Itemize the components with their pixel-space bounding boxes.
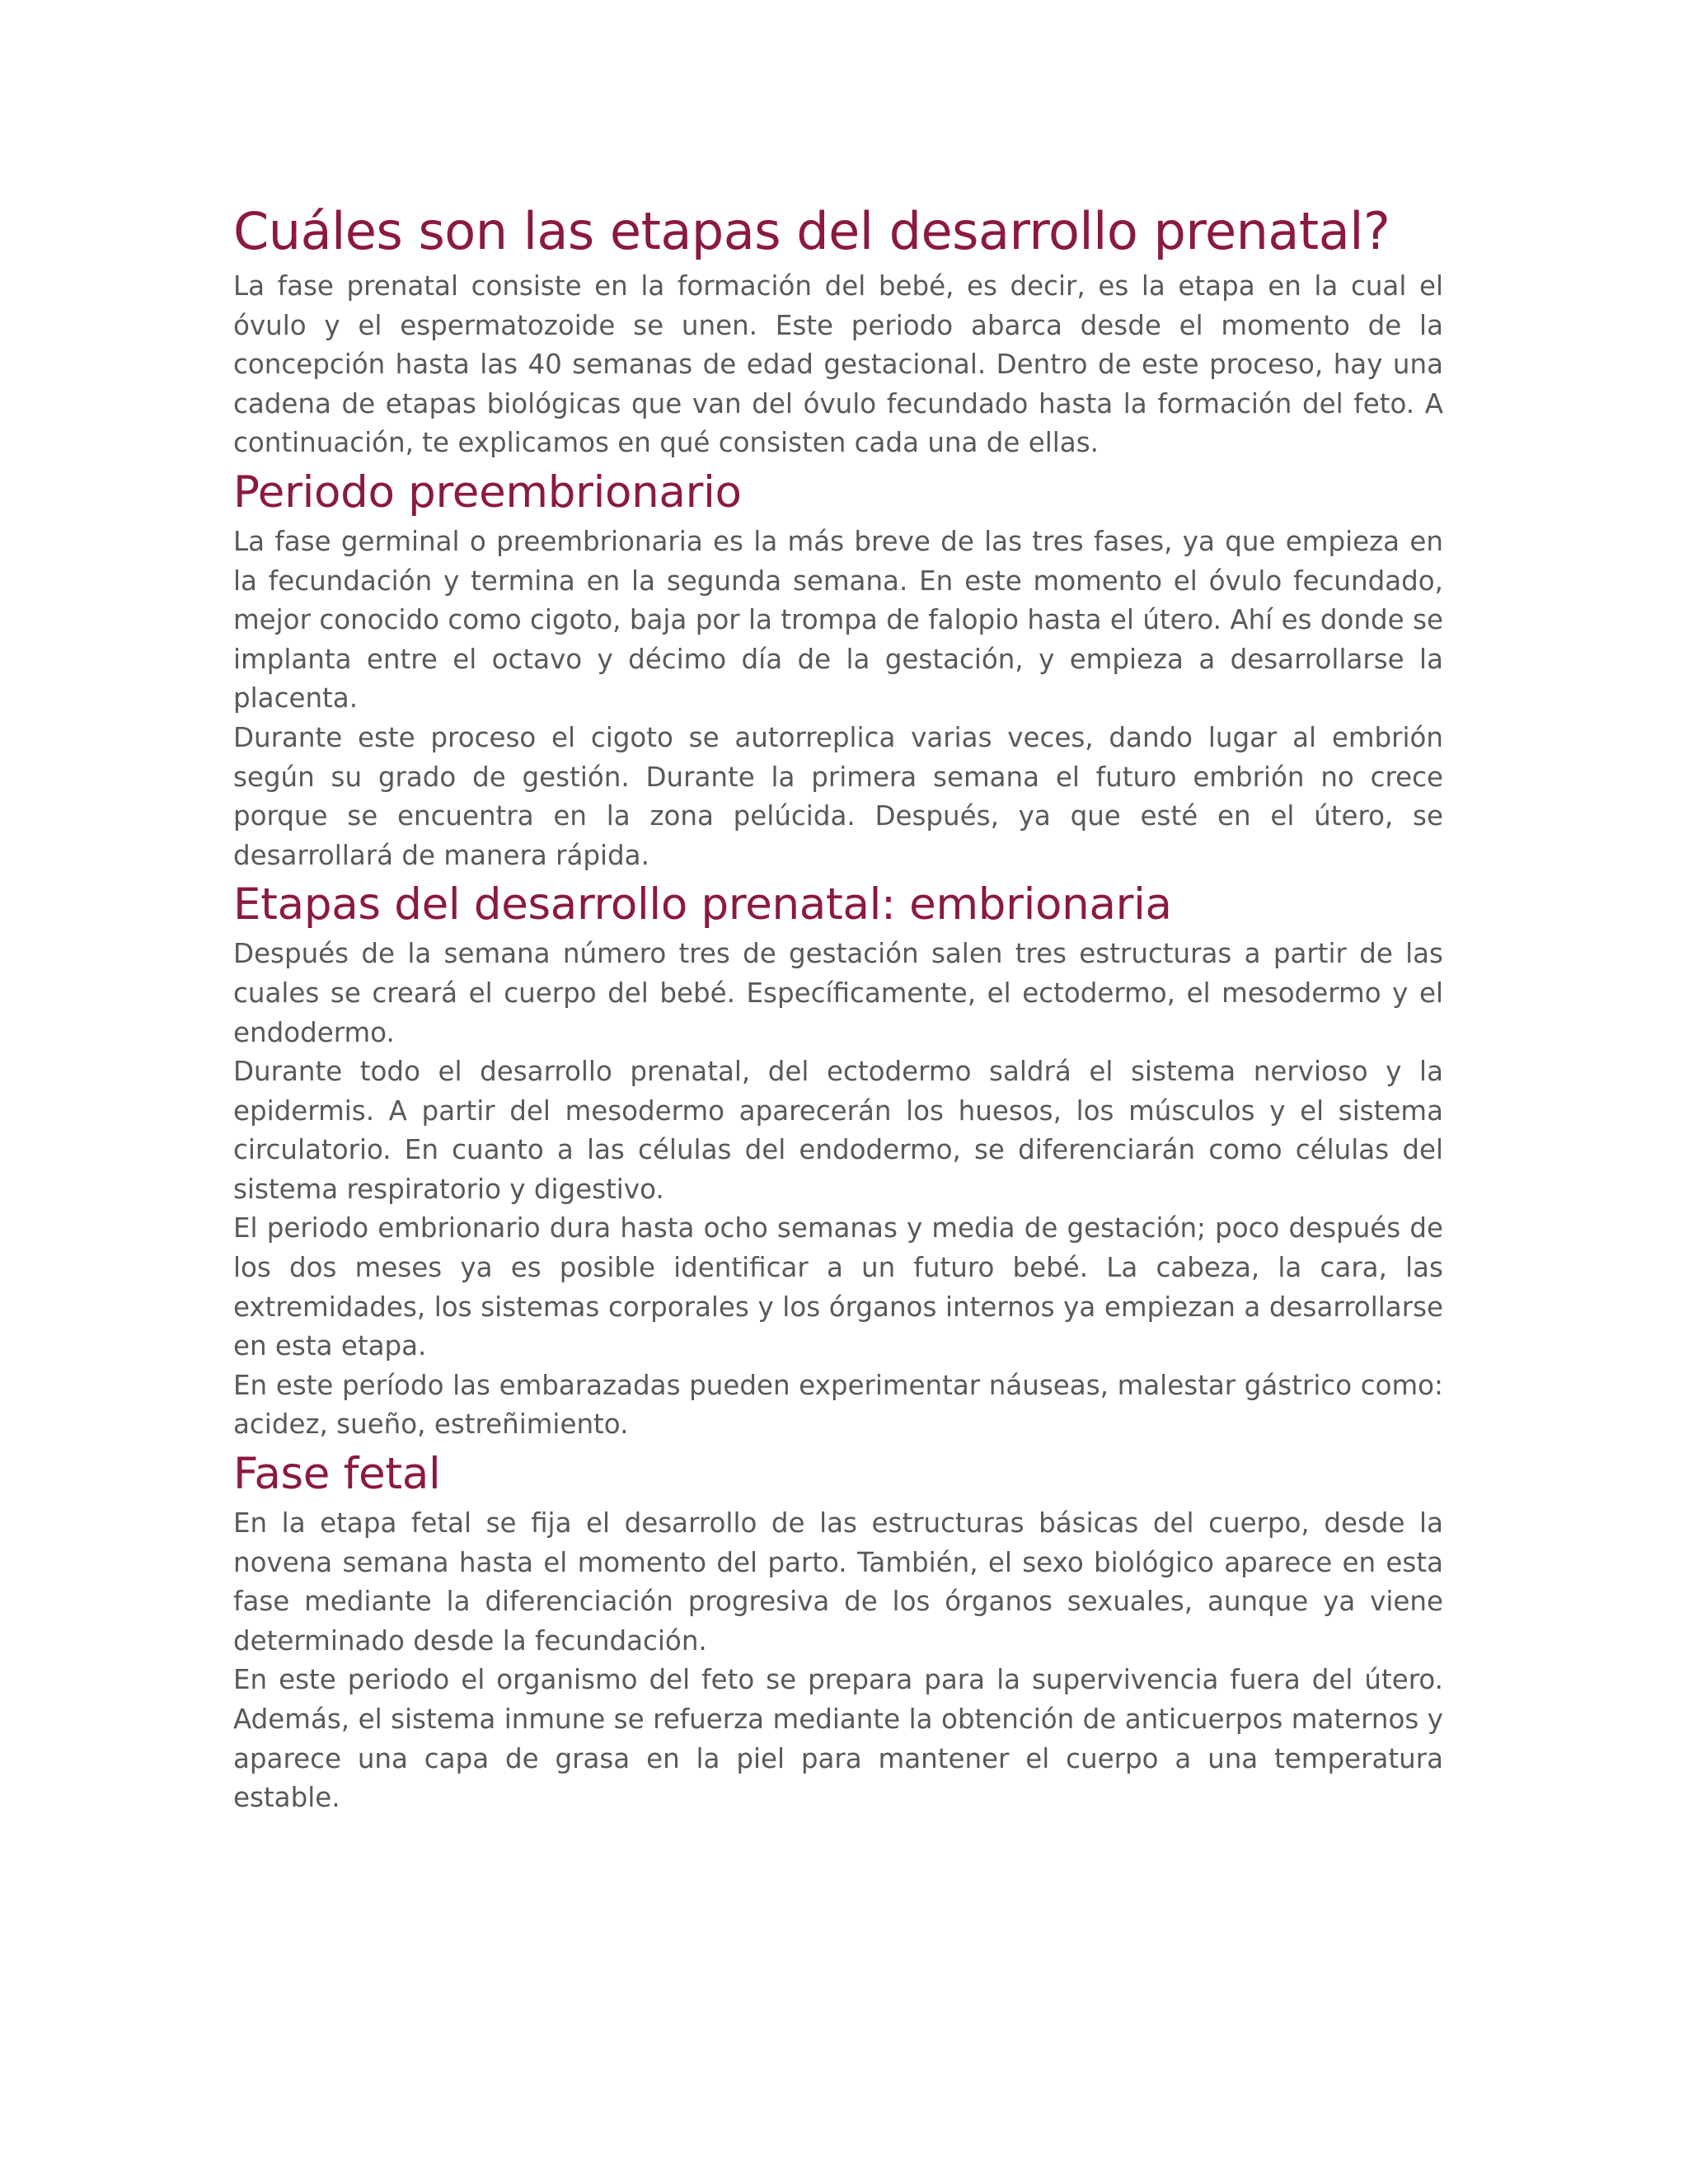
section-paragraph: Durante todo el desarrollo prenatal, del ectodermo saldrá el sistema nervioso y la epidermis. A partir del mesodermo aparecerán los huesos, los músculos y el sistema circulatorio. En cuanto a las células del endodermo, se diferenciarán como células del sistema respiratorio y digestivo. [233, 1056, 1443, 1205]
section-paragraph: En este periodo el organismo del feto se prepara para la supervivencia fuera del útero. Además, el sistema inmune se refuerza mediante la obtención de anticuerpos maternos y aparece una capa de grasa en la piel para mantener el cuerpo a una temperatura estable. [233, 1664, 1443, 1814]
section-paragraph: En este período las embarazadas pueden experimentar náuseas, malestar gástrico como: acidez, sueño, estreñimiento. [233, 1369, 1443, 1441]
section-heading-preembrionario: Periodo preembrionario [233, 466, 742, 518]
section-paragraph: Después de la semana número tres de gestación salen tres estructuras a partir de las cuales se creará el cuerpo del bebé. Específicamente, el ectodermo, el mesodermo y el endodermo. [233, 938, 1443, 1048]
section-paragraph: En la etapa fetal se fija el desarrollo de las estructuras básicas del cuerpo, desde la novena semana hasta el momento del parto. También, el sexo biológico aparece en esta fase mediante la diferenciación progresiva de los órganos sexuales, aunque ya viene determinado desde la fecundación. [233, 1507, 1443, 1657]
section-heading-embrionaria: Etapas del desarrollo prenatal: embrionaria [233, 879, 1172, 930]
section-paragraph: Durante este proceso el cigoto se autorreplica varias veces, dando lugar al embrión según su grado de gestión. Durante la primera semana el futuro embrión no crece porque se encuentra en la zona pelúcida. Después, ya que esté en el útero, se desarrollará de manera rápida. [233, 721, 1443, 871]
intro-paragraph: La fase prenatal consiste en la formación del bebé, es decir, es la etapa en la cual el óvulo y el espermatozoide se unen. Este periodo abarca desde el momento de la concepción hasta las 40 semanas de edad gestacional. Dentro de este proceso, hay una cadena de etapas biológicas que van del óvulo fecundado hasta la formación del feto. A continuación, te explicamos en qué consisten cada una de ellas. [233, 270, 1443, 459]
document-page [233, 196, 1443, 1818]
section-paragraph: El periodo embrionario dura hasta ocho semanas y media de gestación; poco después de los dos meses ya es posible identificar a un futuro bebé. La cabeza, la cara, las extremidades, los sistemas corporales y los órganos internos ya empiezan a desarrollarse en esta etapa. [233, 1212, 1443, 1362]
section-heading-fase-fetal: Fase fetal [233, 1449, 441, 1500]
section-paragraph: La fase germinal o preembrionaria es la más breve de las tres fases, ya que empieza en la fecundación y termina en la segunda semana. En este momento el óvulo fecundado, mejor conocido como cigoto, baja por la trompa de falopio hasta el útero. Ahí es donde se implanta entre el octavo y décimo día de la gestación, y empieza a desarrollarse la placenta. [233, 525, 1443, 715]
page-title: Cuáles son las etapas del desarrollo prenatal? [233, 201, 1390, 261]
